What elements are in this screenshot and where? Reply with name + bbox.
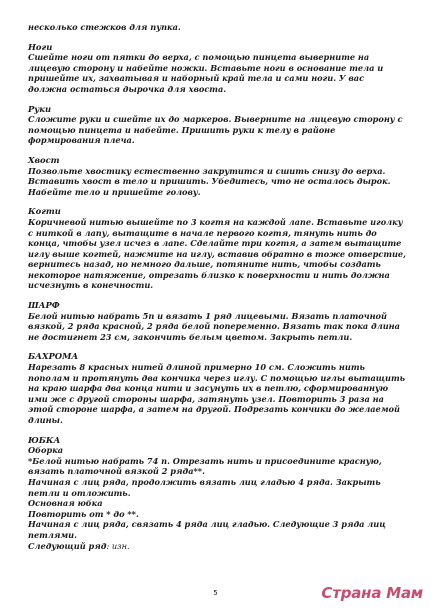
section-text: Сложите руки и сшейте их до маркеров. Выверните на лицевую сторону с помощью пинцета и набейте. Пришить руки к телу в районе формирования плеча. [28, 114, 403, 146]
section-heading: Хвост [28, 154, 60, 165]
section-heading: Руки [28, 103, 52, 114]
section-heading: Когти [28, 206, 61, 217]
section-text: Начиная с лиц ряда, продолжить вязать лиц гладью 4 ряда. Закрыть петли и отложить. [28, 476, 381, 498]
section-tail [28, 155, 406, 197]
section-scarf [28, 300, 406, 342]
section-text: Белой нитью набрать 5п и вязать 1 ряд лицевыми. Вязать платочной вязкой, 2 ряда красной, 2 ряда белой попеременно. Вязать так пока длина не достигнет 23 см, закончить белым цветом. Закрыть петли. [28, 310, 400, 342]
next-row-label: Следующий ряд [28, 540, 107, 551]
section-text: Коричневой нитью вышейте по 3 когтя на каждой лапе. Вставьте иголку с ниткой в лапу, вытащите в начале первого когтя, тянуть нить до конца, чтобы узел исчез в лапе. Сделайте три когтя, а затем вытащите иглу выше когтей, нажмите на иглу, вставив обратно в тоже отверстие, вернитесь назад, но немного дальше, потяните нить, чтобы создать некоторое натяжение, отрезать близко к поверхности и нить должна исчезнуть в конечности. [28, 216, 406, 291]
section-text: Начиная с лиц ряда, связать 4 ряда лиц гладью. Следующие 3 ряда лиц петлями. [28, 519, 386, 540]
section-arms [28, 104, 406, 146]
section-text: *Белой нитью набрать 74 п. Отрезать нить и присоедините красную, вязать платочной вязкой 2 ряда**. [28, 455, 382, 477]
section-fringe [28, 351, 406, 425]
section-claws [28, 206, 406, 291]
subsection-heading: Оборка [28, 445, 64, 456]
section-text: Сшейте ноги от пятки до верха, с помощью пинцета выверните на лицевую сторону и набейте ножки. Вставьте ноги в основание тела и пришейте их, захватывая и наборный край тела и сами ноги. У вас должна остаться дырочка для хвоста. [28, 52, 384, 94]
next-row-text: : изн. [106, 540, 130, 551]
section-text: Повторить от * до **. [28, 508, 139, 519]
section-text: Нарезать 8 красных нитей длиной примерно 10 см. Сложить нить пополам и протянуть два кончика через иглу. С помощью иглы вытащить на краю шарфа два конца нити и засунуть их в петлю, сформированную ими же с другой стороны шарфа, затянуть узел. Повторить 3 раза на этой стороне шарфа, а затем на другой. Подрезать кончики до желаемой длины. [28, 362, 406, 425]
section-text: Позвольте хвостику естественно закрутится и сшить снизу до верха. Вставить хвост в тело и пришить. Убедитесь, что не осталось дырок. Набейте тело и пришейте голову. [28, 165, 391, 197]
page-number: 5 [213, 589, 218, 597]
intro-line: несколько стежков для пупка. [28, 22, 181, 32]
document-page [28, 22, 406, 551]
next-row-line [28, 541, 406, 552]
watermark-logo: Страна Мам [321, 584, 423, 602]
section-heading: ЮБКА [28, 434, 61, 445]
section-skirt [28, 435, 406, 552]
section-heading: Ноги [28, 41, 53, 52]
subsection-heading: Основная юбка [28, 498, 103, 509]
section-heading: БАХРОМА [28, 351, 79, 362]
section-heading: ШАРФ [28, 300, 60, 311]
section-legs [28, 42, 406, 95]
